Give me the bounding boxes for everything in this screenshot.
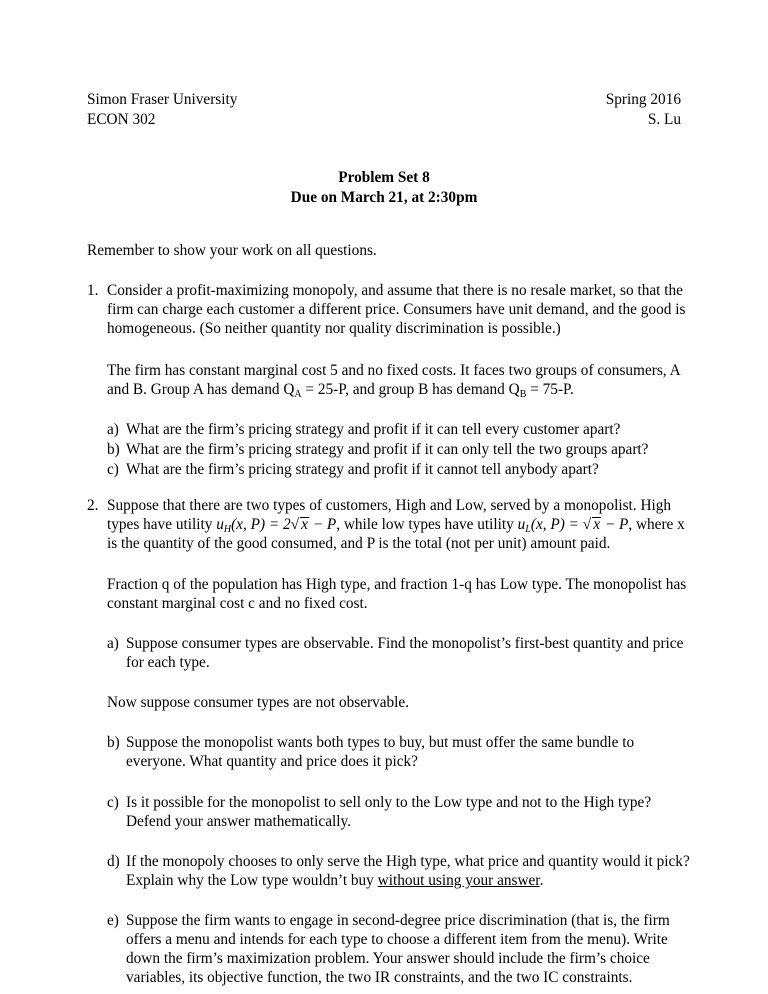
question-1-number: 1.	[87, 282, 99, 299]
question-2-transition: Now suppose consumer types are not observable.	[107, 694, 410, 711]
question-2-para-1: Suppose that there are two types of customers, High and Low, served by a monopolist. High types have utility $u_H(x$, P) = 2√ x − P, while low types have utility $u_L(x$, P) = √ x − P, where x is the quantity of the good consumed, and P is the total (not per unit) amount paid.	[107, 497, 685, 552]
intro-text: Remember to show your work on all questions.	[87, 242, 377, 259]
instructor: S. Lu	[647, 111, 681, 128]
question-1-para-1: Consider a profit-maximizing monopoly, and assume that there is no resale market, so that the firm can charge each customer a different price. Consumers have unit demand, and the good is homogeneous. (So neither quantity nor quality discrimination is possible.)	[107, 282, 686, 337]
document-title	[0, 168, 768, 208]
course-code: ECON 302	[87, 111, 156, 128]
term: Spring 2016	[605, 91, 681, 108]
question-2-number: 2.	[87, 497, 99, 514]
problem-set-page: Simon Fraser University ECON 302 Spring 2016 S. Lu Problem Set 8 Due on March 21, at 2:30pm Remember to show your work on all questions. 1. Consider a profit-maximizing monopoly, and assume that there is no resale market, so that the firm can charge each customer a different price. Consumers have unit demand, and the good is homogeneous. (So neither quantity nor quality discrimination is possible.) The firm has constant marginal cost 5 and no fixed costs. It faces two groups of consumers, A and B. Group A has demand $Q_A = 25-P$, and group B has demand $Q_B = 75-P$. a) What are the firm’s pricing strategy and profit if it can tell every customer apart? b) What are the firm’s pricing strategy and profit if it can only tell the two groups apart? c) What are the firm’s pricing strategy and profit if it cannot tell anybody apart? 2. Suppose that there are two types of customers, High and Low, served by a monopolist. High types have utility $u_H(x$, P) = 2√ x − P, while low types have utility $u_L(x$, P) = √ x − P, where x is the quantity of the good consumed, and P is the total (not per unit) amount paid. Fraction q of the population has High type, and fraction 1-q has Low type. The monopolist has constant marginal cost c and no fixed cost. a) Suppose consumer types are observable. Find the monopolist’s first-best quantity and price for each type. Now suppose consumer types are not observable. b) Suppose the monopolist wants both types to buy, but must offer the same bundle to everyone. What quantity and price does it pick? c) Is it possible for the monopolist to sell only to the Low type and not to the High type? Defend your answer mathematically. d) If the monopoly chooses to only serve the High type, what price and quantity would it pick? Explain why the Low type wouldn’t buy without using your answer. e) Suppose the firm wants to engage in second-degree price discrimination (that is, the firm offers a menu and intends for each type to choose a different item from the menu). Write down the firm’s maximization problem. Your answer should include the firm’s choice variables, its objective function, the two IR constraints, and the two IC constraints.	[0, 0, 768, 994]
header-left	[87, 90, 237, 130]
question-2-para-2: Fraction q of the population has High type, and fraction 1-q has Low type. The monopolist has constant marginal cost c and no fixed cost.	[107, 576, 687, 612]
title-line-1: Problem Set 8	[338, 169, 430, 186]
header-right	[606, 90, 681, 130]
title-line-2: Due on March 21, at 2:30pm	[290, 189, 478, 206]
university-name: Simon Fraser University	[87, 91, 238, 108]
question-1-para-2: The firm has constant marginal cost 5 and no fixed costs. It faces two groups of consumers, A and B. Group A has demand $Q_A = 25-P$, and group B has demand $Q_B = 75-P$.	[107, 362, 680, 400]
